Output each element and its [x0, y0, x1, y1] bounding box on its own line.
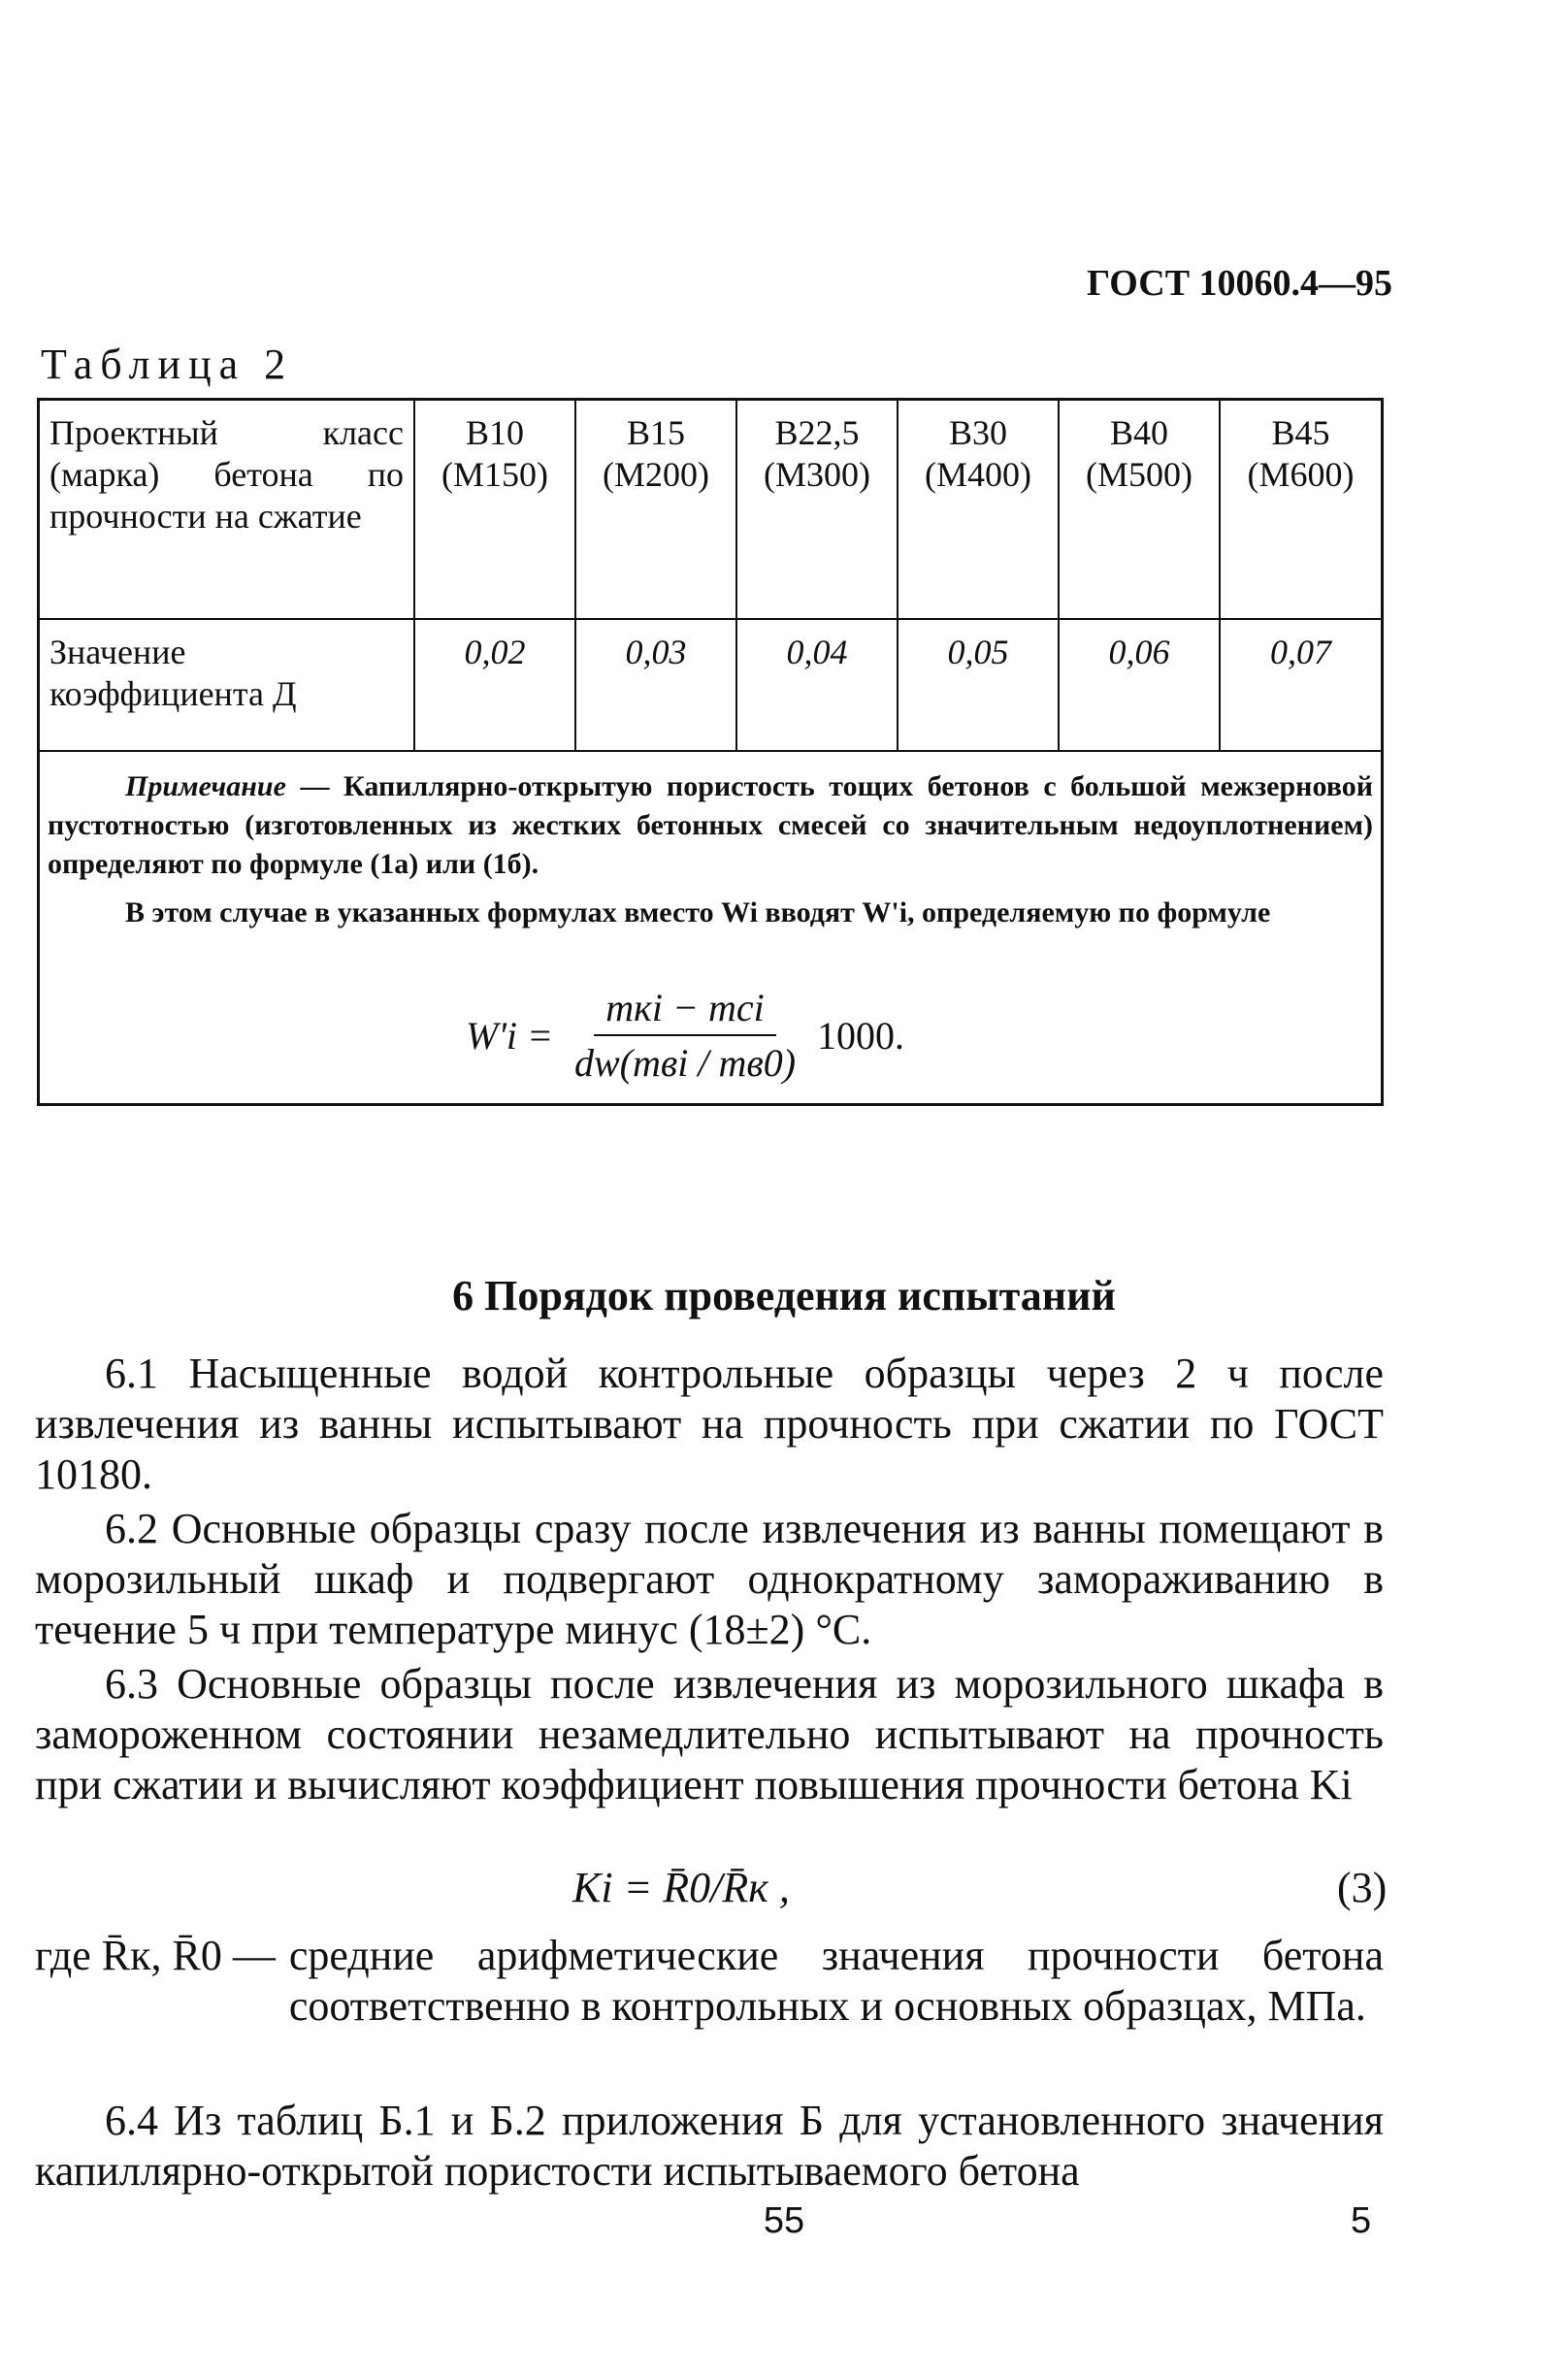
where-row: [35, 1931, 1384, 2032]
paragraph-6-3: 6.3 Основные образцы после извлечения из морозильного шкафа в замороженном состоянии незамедлительно испытывают на прочность при сжатии и вычисляют коэффициент повышения прочности бетона Ki: [35, 1660, 1384, 1808]
class-cell: B22,5 (M300): [736, 401, 898, 619]
section-body-continued: [35, 2096, 1384, 2200]
where-definition: средние арифметические значения прочности бетона соответственно в контрольных и основных образцах, МПа.: [288, 1932, 1384, 2030]
coefficient-table: [40, 401, 1381, 752]
class-cell: B15 (M200): [575, 401, 736, 619]
note-paragraph-2: В этом случае в указанных формулах вместо Wi вводят W'i, определяемую по формуле: [125, 896, 1271, 928]
section-body: [35, 1349, 1384, 1814]
coefficient-cell: 0,03: [575, 619, 736, 751]
section-heading: 6 Порядок проведения испытаний: [452, 1272, 1116, 1319]
formula-3: Ki = R̄0/R̄к ,: [572, 1864, 790, 1911]
table-row-coefficient: [40, 619, 1381, 751]
coefficient-cell: 0,04: [736, 619, 898, 751]
class-cell: B45 (M600): [1220, 401, 1381, 619]
paragraph-6-4: 6.4 Из таблиц Б.1 и Б.2 приложения Б для установленного значения капиллярно-открытой пористости испытываемого бетона: [35, 2097, 1384, 2195]
table-note: [40, 767, 1381, 932]
page-number-right: 5: [1351, 2200, 1372, 2241]
row-label-coefficient: Значение коэффициента Д: [40, 619, 414, 751]
note-paragraph-1: [48, 767, 1373, 884]
note-text-1: — Капиллярно-открытую пористость тощих бетонов с большой межзерновой пустотностью (изготовленных из жестких бетонных смесей со значительным недоуплотнением) определяют по формуле (1а) или (1б).: [48, 770, 1373, 880]
document-id: ГОСТ 10060.4—95: [1087, 263, 1393, 304]
formula-numerator: mкi − mсi: [594, 985, 775, 1036]
class-cell: B40 (M500): [1059, 401, 1220, 619]
paragraph-6-1: 6.1 Насыщенные водой контрольные образцы через 2 ч после извлечения из ванны испытывают на прочность при сжатии по ГОСТ 10180.: [35, 1350, 1384, 1498]
page-number-center: 55: [763, 2200, 805, 2241]
class-cell: B30 (M400): [898, 401, 1059, 619]
formula-factor: 1000.: [817, 1013, 905, 1058]
formula-fraction: [563, 985, 807, 1086]
where-block: [35, 1931, 1384, 2032]
note-label: Примечание: [125, 770, 286, 802]
where-lead: где R̄к, R̄0 —: [35, 1932, 276, 1979]
coefficient-cell: 0,05: [898, 619, 1059, 751]
coefficient-cell: 0,07: [1220, 619, 1381, 751]
table-row-class: [40, 401, 1381, 619]
formula-lhs: W'i =: [466, 1013, 553, 1058]
row-label-class: Проектный класс (марка) бетона по прочности на сжатие: [40, 401, 414, 619]
equation-number: (3): [1337, 1864, 1388, 1911]
coefficient-cell: 0,02: [414, 619, 575, 751]
formula-denominator: dw(mвi / mв0): [573, 1041, 797, 1085]
table-caption: Таблица 2: [41, 341, 294, 388]
coefficient-cell: 0,06: [1059, 619, 1220, 751]
formula-w-prime: [466, 985, 904, 1086]
class-cell: B10 (M150): [414, 401, 575, 619]
paragraph-6-2: 6.2 Основные образцы сразу после извлечения из ванны помещают в морозильный шкаф и подвергают однократному замораживанию в течение 5 ч при температуре минус (18±2) °С.: [35, 1505, 1384, 1653]
